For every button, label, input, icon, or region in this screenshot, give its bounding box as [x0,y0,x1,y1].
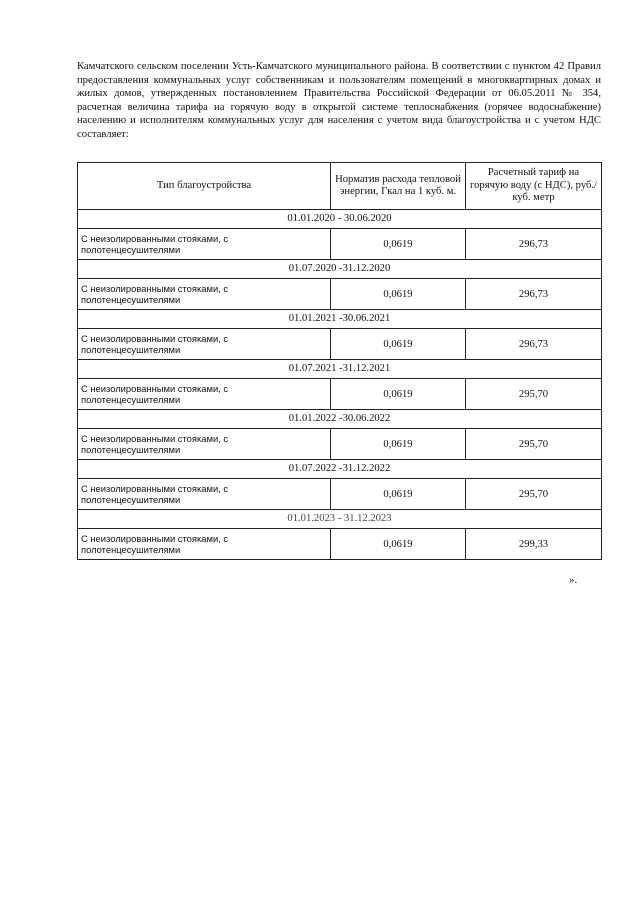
period-row [78,510,602,529]
cell-tariff: 296,73 [466,279,602,310]
table-row [78,429,602,460]
period-row [78,410,602,429]
header-tariff: Расчетный тариф на горячую воду (с НДС), руб./куб. метр [466,163,602,210]
cell-norm: 0,0619 [331,329,466,360]
cell-tariff: 295,70 [466,479,602,510]
header-norm: Норматив расхода тепловой энергии, Гкал на 1 куб. м. [331,163,466,210]
table-row [78,479,602,510]
header-type: Тип благоустройства [78,163,331,210]
tariff-table [77,162,602,560]
period-label: 01.07.2020 -31.12.2020 [78,260,602,279]
period-row [78,210,602,229]
period-row [78,360,602,379]
table-row [78,329,602,360]
period-label: 01.07.2022 -31.12.2022 [78,460,602,479]
table-header-row [78,163,602,210]
period-row [78,310,602,329]
table-row [78,529,602,560]
cell-type: С неизолированными стояками, с полотенцесушителями [78,479,331,510]
cell-tariff: 295,70 [466,429,602,460]
cell-tariff: 296,73 [466,229,602,260]
cell-norm: 0,0619 [331,529,466,560]
cell-type: С неизолированными стояками, с полотенцесушителями [78,379,331,410]
period-label: 01.07.2021 -31.12.2021 [78,360,602,379]
cell-type: С неизолированными стояками, с полотенцесушителями [78,429,331,460]
cell-norm: 0,0619 [331,279,466,310]
intro-paragraph: Камчатского сельском поселении Усть-Камчатского муниципального района. В соответствии с пунктом 42 Правил предоставления коммунальных услуг собственникам и пользователям помещений в многоквартирных домах и жилых домов, утвержденных постановлением Правительства Российской Федерации от 06.05.2011 № 354, расчетная величина тарифа на горячую воду в открытой системе теплоснабжения (горячее водоснабжение) населению и исполнителям коммунальных услуг для населения с учетом вида благоустройства и с учетом НДС составляет: [77,61,601,140]
closing-quote: ». [569,574,578,586]
table-row [78,379,602,410]
cell-norm: 0,0619 [331,379,466,410]
period-row [78,460,602,479]
cell-type: С неизолированными стояками, с полотенцесушителями [78,529,331,560]
period-label: 01.01.2021 -30.06.2021 [78,310,602,329]
cell-type: С неизолированными стояками, с полотенцесушителями [78,279,331,310]
period-label: 01.01.2023 - 31.12.2023 [78,510,602,529]
cell-tariff: 296,73 [466,329,602,360]
period-label: 01.01.2020 - 30.06.2020 [78,210,602,229]
cell-norm: 0,0619 [331,429,466,460]
cell-tariff: 299,33 [466,529,602,560]
cell-norm: 0,0619 [331,479,466,510]
cell-norm: 0,0619 [331,229,466,260]
table-row [78,229,602,260]
cell-tariff: 295,70 [466,379,602,410]
period-row [78,260,602,279]
table-row [78,279,602,310]
cell-type: С неизолированными стояками, с полотенцесушителями [78,229,331,260]
cell-type: С неизолированными стояками, с полотенцесушителями [78,329,331,360]
period-label: 01.01.2022 -30.06.2022 [78,410,602,429]
